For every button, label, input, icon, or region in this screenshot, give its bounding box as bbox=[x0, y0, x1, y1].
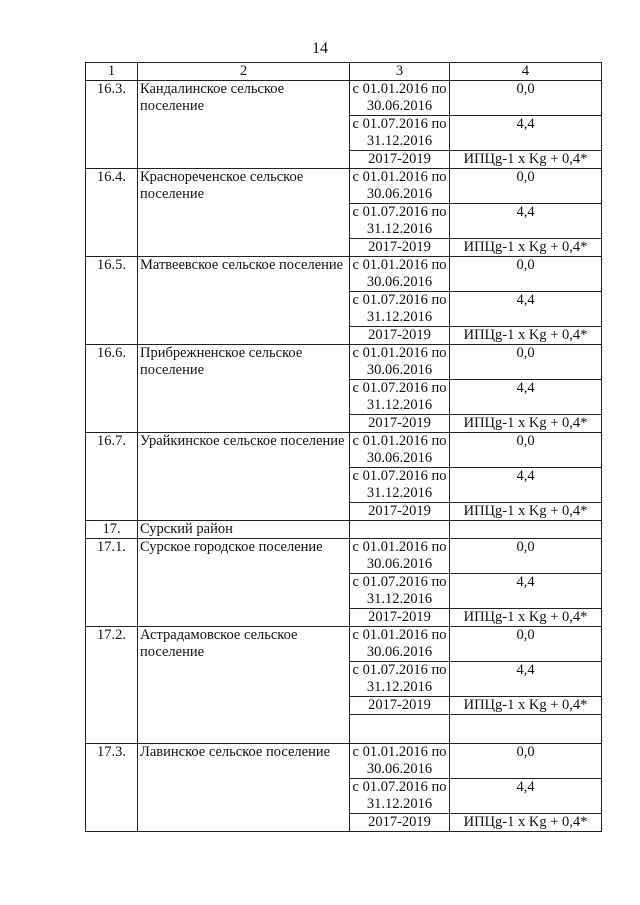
period-cell: с 01.01.2016 по 30.06.2016 bbox=[350, 169, 450, 204]
row-number: 17. bbox=[86, 521, 138, 539]
settlement-name: Матвеевское сельское поселение bbox=[138, 257, 350, 345]
empty-cell bbox=[450, 521, 602, 539]
table-row bbox=[86, 539, 602, 574]
period-cell: 2017-2019 bbox=[350, 151, 450, 169]
period-cell: 2017-2019 bbox=[350, 609, 450, 627]
row-number: 16.3. bbox=[86, 81, 138, 169]
table-row bbox=[86, 433, 602, 468]
period-cell: с 01.01.2016 по 30.06.2016 bbox=[350, 433, 450, 468]
value-cell: 4,4 bbox=[450, 574, 602, 609]
period-cell: с 01.01.2016 по 30.06.2016 bbox=[350, 744, 450, 779]
column-number: 2 bbox=[138, 63, 350, 81]
period-cell: 2017-2019 bbox=[350, 814, 450, 832]
column-number: 1 bbox=[86, 63, 138, 81]
value-cell: 0,0 bbox=[450, 345, 602, 380]
value-cell: 0,0 bbox=[450, 81, 602, 116]
row-number: 16.6. bbox=[86, 345, 138, 433]
value-cell: 4,4 bbox=[450, 204, 602, 239]
value-cell: ИПЦg-1 х Kg + 0,4* bbox=[450, 415, 602, 433]
table-row bbox=[86, 345, 602, 380]
empty-cell bbox=[450, 715, 602, 744]
value-cell: ИПЦg-1 х Kg + 0,4* bbox=[450, 814, 602, 832]
value-cell: 0,0 bbox=[450, 257, 602, 292]
row-number: 17.3. bbox=[86, 744, 138, 832]
period-cell: 2017-2019 bbox=[350, 697, 450, 715]
period-cell: 2017-2019 bbox=[350, 327, 450, 345]
district-name: Сурский район bbox=[138, 521, 350, 539]
row-number: 16.7. bbox=[86, 433, 138, 521]
value-cell: ИПЦg-1 х Kg + 0,4* bbox=[450, 697, 602, 715]
value-cell: 0,0 bbox=[450, 539, 602, 574]
period-cell: с 01.01.2016 по 30.06.2016 bbox=[350, 345, 450, 380]
value-cell: 4,4 bbox=[450, 116, 602, 151]
column-number: 3 bbox=[350, 63, 450, 81]
value-cell: 4,4 bbox=[450, 380, 602, 415]
period-cell: с 01.07.2016 по 31.12.2016 bbox=[350, 292, 450, 327]
row-number: 17.2. bbox=[86, 627, 138, 744]
row-number: 17.1. bbox=[86, 539, 138, 627]
value-cell: ИПЦg-1 х Kg + 0,4* bbox=[450, 503, 602, 521]
tariff-table bbox=[85, 62, 602, 832]
value-cell: ИПЦg-1 х Kg + 0,4* bbox=[450, 151, 602, 169]
value-cell: ИПЦg-1 х Kg + 0,4* bbox=[450, 239, 602, 257]
table-row bbox=[86, 257, 602, 292]
period-cell: 2017-2019 bbox=[350, 239, 450, 257]
settlement-name: Урайкинское сельское поселение bbox=[138, 433, 350, 521]
period-cell: 2017-2019 bbox=[350, 415, 450, 433]
value-cell: 0,0 bbox=[450, 433, 602, 468]
period-cell: с 01.01.2016 по 30.06.2016 bbox=[350, 81, 450, 116]
period-cell: с 01.07.2016 по 31.12.2016 bbox=[350, 204, 450, 239]
table-row bbox=[86, 169, 602, 204]
value-cell: 0,0 bbox=[450, 169, 602, 204]
row-number: 16.5. bbox=[86, 257, 138, 345]
period-cell: с 01.07.2016 по 31.12.2016 bbox=[350, 468, 450, 503]
period-cell: с 01.01.2016 по 30.06.2016 bbox=[350, 257, 450, 292]
settlement-name: Краснореченское сельское поселение bbox=[138, 169, 350, 257]
period-cell: с 01.07.2016 по 31.12.2016 bbox=[350, 574, 450, 609]
settlement-name: Кандалинское сельское поселение bbox=[138, 81, 350, 169]
period-cell: с 01.07.2016 по 31.12.2016 bbox=[350, 662, 450, 697]
row-number: 16.4. bbox=[86, 169, 138, 257]
table-row bbox=[86, 521, 602, 539]
value-cell: ИПЦg-1 х Kg + 0,4* bbox=[450, 609, 602, 627]
value-cell: 4,4 bbox=[450, 662, 602, 697]
value-cell: ИПЦg-1 х Kg + 0,4* bbox=[450, 327, 602, 345]
period-cell: с 01.01.2016 по 30.06.2016 bbox=[350, 539, 450, 574]
column-number: 4 bbox=[450, 63, 602, 81]
period-cell: 2017-2019 bbox=[350, 503, 450, 521]
value-cell: 4,4 bbox=[450, 292, 602, 327]
settlement-name: Астрадамовское сельское поселение bbox=[138, 627, 350, 744]
table-row bbox=[86, 627, 602, 662]
empty-cell bbox=[350, 715, 450, 744]
column-number-row bbox=[86, 63, 602, 81]
value-cell: 0,0 bbox=[450, 627, 602, 662]
value-cell: 0,0 bbox=[450, 744, 602, 779]
table-row bbox=[86, 744, 602, 779]
table-row bbox=[86, 81, 602, 116]
period-cell: с 01.01.2016 по 30.06.2016 bbox=[350, 627, 450, 662]
settlement-name: Прибрежненское сельское поселение bbox=[138, 345, 350, 433]
page-number: 14 bbox=[312, 40, 328, 57]
value-cell: 4,4 bbox=[450, 468, 602, 503]
settlement-name: Сурское городское поселение bbox=[138, 539, 350, 627]
settlement-name: Лавинское сельское поселение bbox=[138, 744, 350, 832]
empty-cell bbox=[350, 521, 450, 539]
period-cell: с 01.07.2016 по 31.12.2016 bbox=[350, 116, 450, 151]
period-cell: с 01.07.2016 по 31.12.2016 bbox=[350, 380, 450, 415]
period-cell: с 01.07.2016 по 31.12.2016 bbox=[350, 779, 450, 814]
value-cell: 4,4 bbox=[450, 779, 602, 814]
